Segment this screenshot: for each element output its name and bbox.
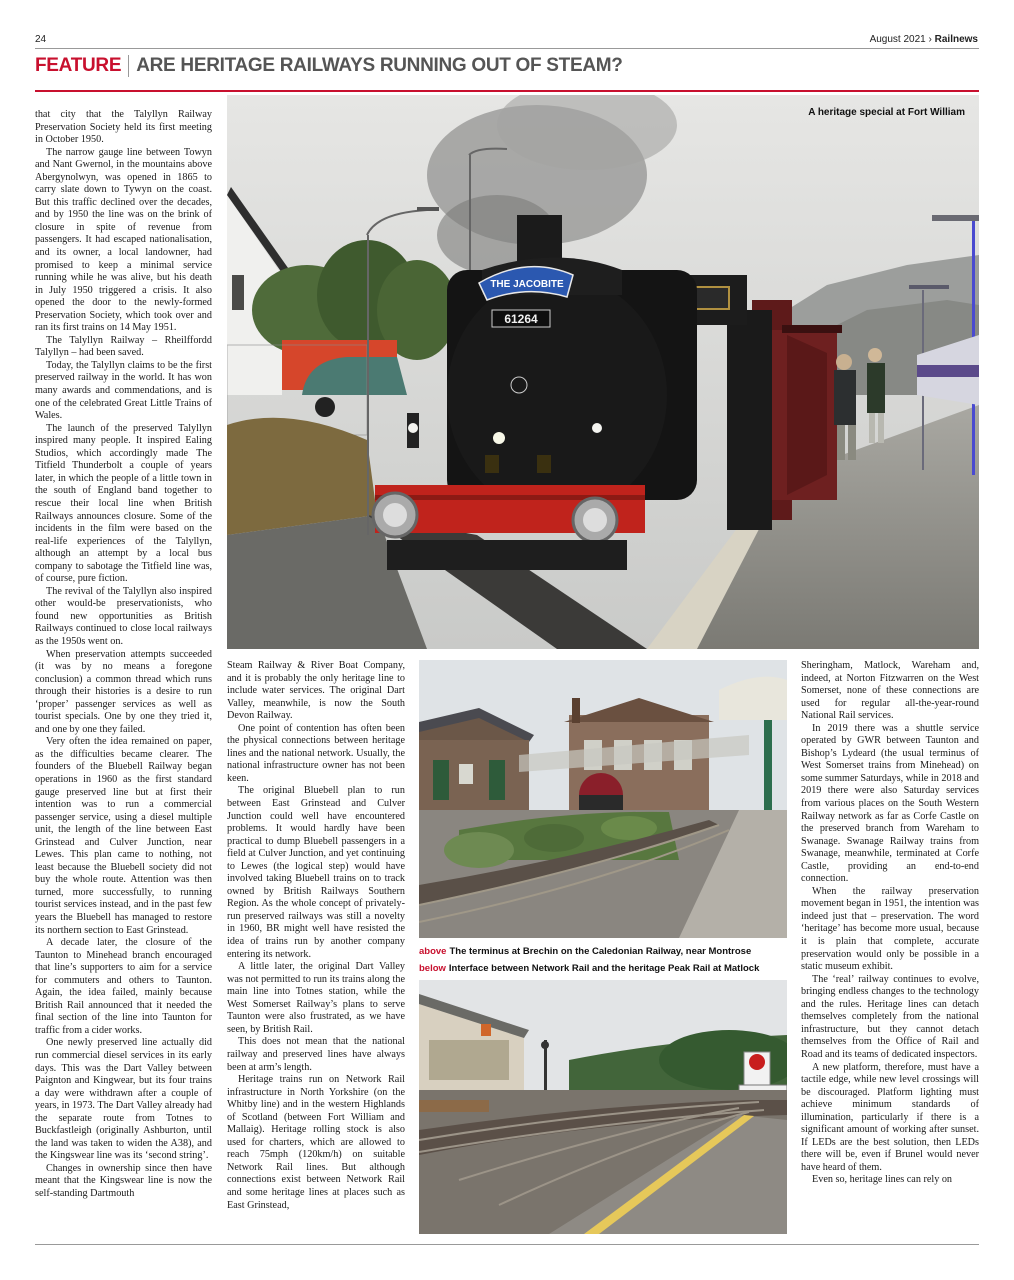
publication-name: Railnews	[934, 34, 978, 45]
paragraph: In 2019 there was a shuttle service operated by GWR between Taunton and Bishop’s Lydeard (the usual terminus of West Somerset trains from Minehead) on some summer Saturdays, while in 2018 and 2019 there were also Saturday services from various places on the South Western Railway network as far as Corfe Castle on the preserved branch from Wareham to Swanage. Swanage Railway trains from Swanage, meanwhile, terminated at Corfe Castle, providing an end-to-end connection.	[801, 722, 979, 885]
paragraph: Changes in ownership since then have meant that the Kingswear line is now the self-standing Dartmouth	[35, 1162, 212, 1200]
paragraph: This does not mean that the national railway and preserved lines have always been at arm’s length.	[227, 1036, 405, 1073]
caption-text: The terminus at Brechin on the Caledonian Railway, near Montrose	[449, 946, 752, 957]
paragraph: Even so, heritage lines can rely on	[812, 1174, 953, 1186]
caption-direction: above	[419, 946, 447, 957]
paragraph: Heritage trains run on Network Rail infrastructure in North Yorkshire (on the Whitby line) and in the western Highlands of Scotland (between Fort William and Mallaig). Heritage rolling stock is also used for charters, which are allowed to reach 75mph (120km/h) on suitable Network Rail lines. But although connections exist between Network Rail and some heritage lines at places such as East Grinstead,	[227, 1074, 405, 1211]
paragraph: The original Bluebell plan to run between East Grinstead and Culver Junction could well have encountered problems. It would hardly have been practical to dump Bluebell passengers in a field at Culver Junction, and yet continuing to Lewes (the logical step) would have involved taking Bluebell trains on to track owned by British Railways Southern Region. As the whole concept of privately-run preserved railways was still a novelty in 1960, BR might well have resisted the idea of trains run by another company entering its network.	[227, 785, 405, 960]
photo-brechin-terminus	[419, 660, 787, 938]
article-column-2	[227, 660, 405, 1241]
article-column-1	[35, 109, 212, 1241]
paragraph: Sheringham, Matlock, Wareham and, indeed, at Norton Fitzwarren on the West Somerset, none of these connections are used for regular all-the-year-round National Rail services.	[801, 660, 979, 722]
paragraph: When the railway preservation movement began in 1951, the intention was indeed just that – preservation. The word ‘heritage’ has become more usual, because it is plain that complete, accurate preservation would only be possible in a static museum exhibit.	[801, 885, 979, 973]
paragraph: The revival of the Talyllyn also inspired other would-be preservationists, who found new opportunities as British Railways continued to close local railways as the 1950s went on.	[35, 585, 212, 647]
caption-direction: below	[419, 963, 446, 974]
issue-date: August 2021	[869, 34, 926, 45]
caption-matlock	[419, 963, 759, 974]
top-rule	[35, 48, 979, 49]
headline-divider	[128, 55, 129, 77]
smokebox-number: 61264	[504, 312, 538, 326]
photo-matlock-interface	[419, 980, 787, 1234]
paragraph: One point of contention has often been the physical connections between heritage lines and the national network. Usually, the national infrastructure owner has not been keen.	[227, 722, 405, 784]
page-number: 24	[35, 34, 47, 45]
section-kicker: FEATURE	[35, 55, 122, 76]
paragraph: Today, the Talyllyn claims to be the first preserved railway in the world. It has won many awards and commendations, and is one of the celebrated Great Little Trains of Wales.	[35, 359, 212, 422]
paragraph: The narrow gauge line between Towyn and Nant Gwernol, in the mountains above Abergynolwyn, was opened in 1865 to carry slate down to Tywyn on the coast. But this traffic declined over the decades, and by 1950 the line was on the brink of closure in spite of revenue from passengers. It had escaped nationalisation, and its owner, a local landowner, had promised to keep a minimal service running while he was alive, but his death in July 1950 triggered a crisis. It also opened the door to the newly-formed Preservation Society, which took over and ran its first trains on 14 May 1951.	[35, 146, 212, 334]
issue-info	[870, 34, 978, 45]
headline	[35, 53, 623, 79]
paragraph: When preservation attempts succeeded (it was by no means a foregone conclusion) a common thread which runs through their histories is a desire to run ‘proper’ passenger services as well as tourist specials. One by one they tried it, and one by one they failed.	[35, 648, 212, 735]
photo-jacobite-fort-william	[227, 95, 979, 649]
paragraph: One newly preserved line actually did run commercial diesel services in its early days. This was the Dart Valley between Paignton and Kingwear, but its four trains a day were withdrawn after a couple of years, in 1973. The Dart Valley already had the separate route from Totnes to Buckfastleigh (originally Ashburton, until the land was taken to widen the A38), and the Kingswear line was its ‘second string’.	[35, 1037, 212, 1162]
paragraph: Very often the idea remained on paper, as the difficulties became clearer. The founders of the Bluebell Railway began operations in 1960 as the first standard gauge preserved line but at first their intention was to run a commercial passenger service, using a diesel multiple unit, the length of the line between East Grinstead and Culver Junction, near Lewes. This plan came to nothing, not least because the Bluebell society did not buy the whole route. Attention was then turned, more successfully, to running tourist services instead, and in the past few years the Bluebell has managed to restore its northern section to East Grinstead.	[35, 736, 212, 936]
headline-rule	[35, 90, 979, 92]
paragraph: Steam Railway & River Boat Company, and it is probably the only heritage line to include water services. The original Dart Valley, meanwhile, is now the South Devon Railway.	[227, 660, 405, 722]
bottom-rule	[35, 1244, 979, 1245]
article-title: ARE HERITAGE RAILWAYS RUNNING OUT OF STEAM?	[136, 55, 623, 76]
caption-text: Interface between Network Rail and the heritage Peak Rail at Matlock	[448, 963, 760, 974]
caption-brechin	[419, 946, 751, 957]
paragraph: The ‘real’ railway continues to evolve, bringing endless changes to the technology and the rules. Heritage lines can detach themselves completely from the national infrastructure, but they cannot detach themselves from the Office of Rail and Road and its teams of dedicated inspectors.	[801, 973, 979, 1060]
main-photo-caption: A heritage special at Fort William	[808, 107, 965, 118]
paragraph: The Talyllyn Railway – Rheilffordd Talyllyn – had been saved.	[35, 334, 212, 359]
article-column-3	[801, 660, 979, 1241]
paragraph: that city that the Talyllyn Railway Preservation Society held its first meeting in October 1950.	[35, 109, 212, 146]
paragraph: A little later, the original Dart Valley was not permitted to run its trains along the main line into Totnes station, while the West Somerset Railway’s plans to serve Taunton were also frustrated, as we have seen, by British Rail.	[227, 961, 405, 1035]
issue-separator: ›	[928, 34, 932, 45]
paragraph: The launch of the preserved Talyllyn inspired many people. It inspired Ealing Studios, which accordingly made The Titfield Thunderbolt a couple of years later, in which the people of a little town in the south of England band together to rescue their local line when British Railways announces closure. Some of the incidents in the film were based on the real-life experiences of the Talyllyn, although an attempt by a local bus company to sabotage the Titfield line was, of course, pure fiction.	[35, 422, 212, 585]
headboard-text: THE JACOBITE	[490, 279, 564, 290]
paragraph: A decade later, the closure of the Taunton to Minehead branch encouraged that line’s supporters to aim for a service for commuters and others to Taunton. Again, the idea failed, mainly because British Rail announced that it needed the final section of the line into Taunton for traffic from a cider works.	[35, 937, 212, 1036]
paragraph: A new platform, therefore, must have a tactile edge, while new level crossings will be discouraged. Platform lighting must achieve minimum standards of illumination, particularly if there is a significant amount of working after sunset. If LEDs are the best solution, then LEDs there will be, even if Brunel would never have heard of them.	[801, 1061, 979, 1173]
